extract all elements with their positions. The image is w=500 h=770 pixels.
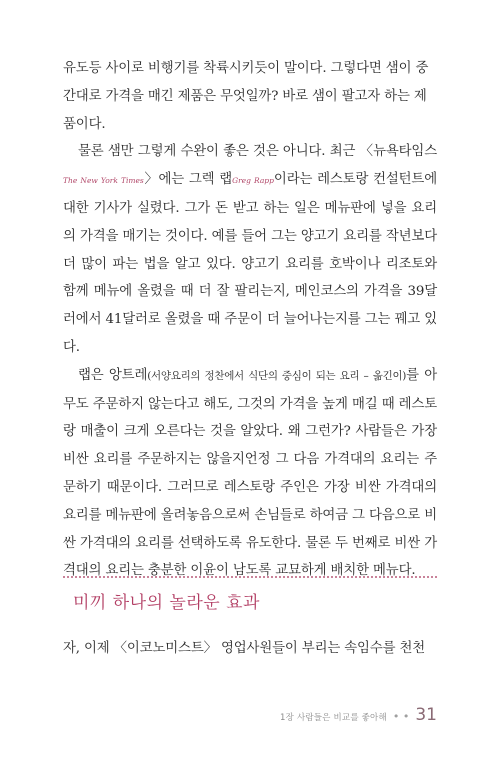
paragraph-2 xyxy=(63,138,437,361)
inline-english-nyt: The New York Times xyxy=(63,176,144,186)
section-divider xyxy=(63,576,437,578)
running-footer xyxy=(280,705,437,725)
line: 간대로 가격을 매긴 제품은 무엇일까? 바로 샘이 팔고자 하는 제 xyxy=(63,88,427,104)
section-heading: 미끼 하나의 놀라운 효과 xyxy=(73,593,260,613)
line: 유도등 사이로 비행기를 착륙시키듯이 말이다. 그렇다면 샘이 중 xyxy=(63,61,429,76)
inline-english-rapp: Greg Rapp xyxy=(232,176,274,186)
line: 품이다. xyxy=(63,116,106,132)
body-text xyxy=(63,55,437,585)
paragraph-3-text-b: 를 아무도 주문하지 않는다고 해도, 그것의 가격을 높게 매길 때 레스토랑 매출이 크게 오른다는 것을 알았다. 왜 그런가? 사람들은 가장 비싼 요리를 주문하지는 않을지언정 그 다음 가격대의 요리는 주문하기 때문이다. 그러므로 레스토랑 주인은 가장 비싼 가격대의 요리를 메뉴판에 올려놓음으로써 손님들로 하여금 그 다음으로 비싼 가격대의 요리를 선택하도록 유도한다. 물론 두 번째로 비싼 가격대의 요리는 충분한 이윤이 남도록 교묘하게 배치한 메뉴다. xyxy=(63,367,437,579)
inline-note-entree: (서양요리의 정찬에서 식단의 중심이 되는 요리 – 옮긴이) xyxy=(147,369,407,382)
paragraph-2-text-b: 〉에는 그렉 랩 xyxy=(143,172,233,188)
page-number: 31 xyxy=(415,705,437,725)
footer-dots: • • xyxy=(392,710,410,723)
paragraph-3 xyxy=(63,362,437,585)
paragraph-2-text-a: 물론 샘만 그렇게 수완이 좋은 것은 아니다. 최근 〈뉴욕타임스 xyxy=(78,144,437,160)
section-body xyxy=(63,635,437,663)
paragraph-3-text-a: 랩은 앙트레 xyxy=(78,367,148,383)
paragraph-1 xyxy=(63,55,437,138)
paragraph-2-text-c: 이라는 레스토랑 컨설턴트에 대한 기사가 실렸다. 그가 돈 받고 하는 일은 메뉴판에 넣을 요리의 가격을 매기는 것이다. 예를 들어 그는 양고기 요리를 작년보다 더 많이 파는 법을 알고 있다. 양고기 요리를 호박이나 리조토와 함께 메뉴에 올렸을 때 더 잘 팔리는지, 메인코스의 가격을 39달러에서 41달러로 올렸을 때 주문이 더 늘어나는지를 그는 꿰고 있다. xyxy=(63,172,437,355)
section-first-line: 자, 이제 〈이코노미스트〉 영업사원들이 부리는 속임수를 천천 xyxy=(63,641,426,656)
chapter-title: 1장 사람들은 비교를 좋아해 xyxy=(280,713,387,723)
